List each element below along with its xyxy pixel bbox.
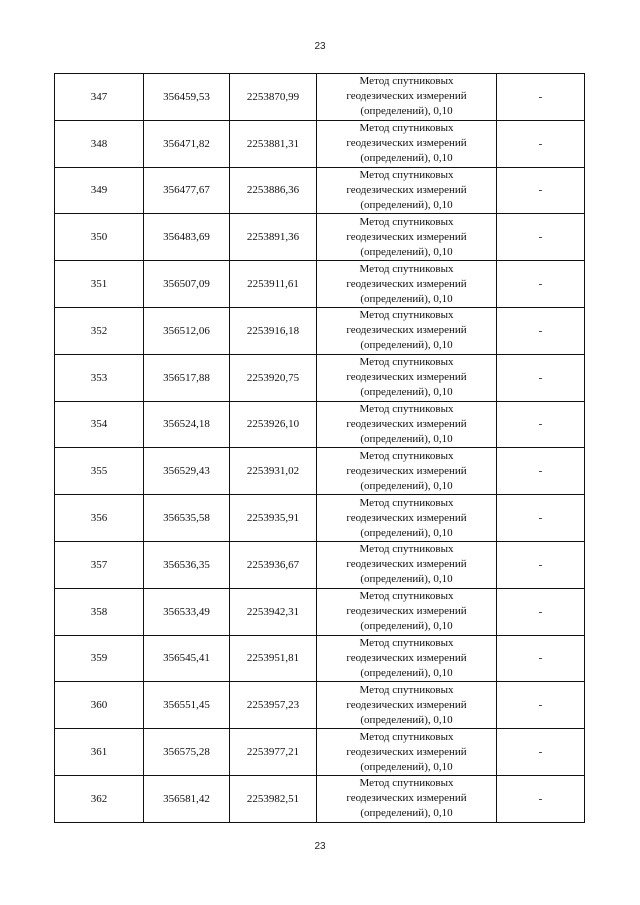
coordinates-table xyxy=(54,73,585,823)
method-line: (определений), 0,10 xyxy=(360,713,453,726)
note-cell: - xyxy=(497,354,585,401)
method-line: (определений), 0,10 xyxy=(360,386,453,399)
x-coordinate-cell: 356483,69 xyxy=(144,214,230,261)
method-line: Метод спутниковых xyxy=(359,262,454,275)
method-line: (определений), 0,10 xyxy=(360,666,453,679)
method-line: (определений), 0,10 xyxy=(360,339,453,352)
page-number-bottom: 23 xyxy=(314,841,326,852)
x-coordinate-cell: 356529,43 xyxy=(144,448,230,495)
y-coordinate-cell: 2253942,31 xyxy=(230,588,317,635)
method-cell xyxy=(317,167,497,214)
point-number-cell: 348 xyxy=(55,120,144,167)
method-cell xyxy=(317,682,497,729)
method-line: геодезических измерений xyxy=(346,137,467,150)
method-line: Метод спутниковых xyxy=(359,590,454,603)
method-line: (определений), 0,10 xyxy=(360,292,453,305)
method-line: геодезических измерений xyxy=(346,698,467,711)
note-cell: - xyxy=(497,401,585,448)
x-coordinate-cell: 356535,58 xyxy=(144,495,230,542)
x-coordinate-cell: 356477,67 xyxy=(144,167,230,214)
method-line: геодезических измерений xyxy=(346,371,467,384)
x-coordinate-cell: 356524,18 xyxy=(144,401,230,448)
table-row xyxy=(55,354,585,401)
table-row xyxy=(55,495,585,542)
method-line: Метод спутниковых xyxy=(359,356,454,369)
method-cell xyxy=(317,588,497,635)
note-cell: - xyxy=(497,729,585,776)
point-number-cell: 359 xyxy=(55,635,144,682)
method-line: (определений), 0,10 xyxy=(360,198,453,211)
table-row xyxy=(55,448,585,495)
method-cell xyxy=(317,261,497,308)
method-cell xyxy=(317,120,497,167)
y-coordinate-cell: 2253920,75 xyxy=(230,354,317,401)
method-line: геодезических измерений xyxy=(346,745,467,758)
x-coordinate-cell: 356575,28 xyxy=(144,729,230,776)
note-cell: - xyxy=(497,775,585,822)
method-line: геодезических измерений xyxy=(346,417,467,430)
method-line: геодезических измерений xyxy=(346,464,467,477)
point-number-cell: 354 xyxy=(55,401,144,448)
method-line: Метод спутниковых xyxy=(359,449,454,462)
note-cell: - xyxy=(497,682,585,729)
method-cell xyxy=(317,214,497,261)
y-coordinate-cell: 2253957,23 xyxy=(230,682,317,729)
note-cell: - xyxy=(497,541,585,588)
point-number-cell: 350 xyxy=(55,214,144,261)
method-line: Метод спутниковых xyxy=(359,777,454,790)
method-line: геодезических измерений xyxy=(346,230,467,243)
method-line: геодезических измерений xyxy=(346,605,467,618)
point-number-cell: 361 xyxy=(55,729,144,776)
point-number-cell: 357 xyxy=(55,541,144,588)
point-number-cell: 347 xyxy=(55,74,144,121)
method-line: геодезических измерений xyxy=(346,277,467,290)
method-cell xyxy=(317,307,497,354)
method-line: Метод спутниковых xyxy=(359,683,454,696)
method-line: (определений), 0,10 xyxy=(360,760,453,773)
y-coordinate-cell: 2253916,18 xyxy=(230,307,317,354)
x-coordinate-cell: 356507,09 xyxy=(144,261,230,308)
table-row xyxy=(55,729,585,776)
method-line: Метод спутниковых xyxy=(359,543,454,556)
note-cell: - xyxy=(497,448,585,495)
method-line: Метод спутниковых xyxy=(359,636,454,649)
method-line: (определений), 0,10 xyxy=(360,573,453,586)
table-row xyxy=(55,682,585,729)
note-cell: - xyxy=(497,214,585,261)
x-coordinate-cell: 356512,06 xyxy=(144,307,230,354)
method-line: (определений), 0,10 xyxy=(360,526,453,539)
y-coordinate-cell: 2253935,91 xyxy=(230,495,317,542)
x-coordinate-cell: 356533,49 xyxy=(144,588,230,635)
point-number-cell: 356 xyxy=(55,495,144,542)
method-line: (определений), 0,10 xyxy=(360,245,453,258)
note-cell: - xyxy=(497,167,585,214)
point-number-cell: 358 xyxy=(55,588,144,635)
note-cell: - xyxy=(497,261,585,308)
table-row xyxy=(55,541,585,588)
y-coordinate-cell: 2253881,31 xyxy=(230,120,317,167)
y-coordinate-cell: 2253886,36 xyxy=(230,167,317,214)
y-coordinate-cell: 2253936,67 xyxy=(230,541,317,588)
method-cell xyxy=(317,354,497,401)
method-line: геодезических измерений xyxy=(346,90,467,103)
x-coordinate-cell: 356517,88 xyxy=(144,354,230,401)
table-row xyxy=(55,635,585,682)
point-number-cell: 362 xyxy=(55,775,144,822)
coordinates-table-body xyxy=(55,74,585,823)
method-line: геодезических измерений xyxy=(346,183,467,196)
point-number-cell: 355 xyxy=(55,448,144,495)
method-line: (определений), 0,10 xyxy=(360,152,453,165)
note-cell: - xyxy=(497,588,585,635)
method-line: геодезических измерений xyxy=(346,792,467,805)
x-coordinate-cell: 356551,45 xyxy=(144,682,230,729)
note-cell: - xyxy=(497,495,585,542)
y-coordinate-cell: 2253977,21 xyxy=(230,729,317,776)
method-cell xyxy=(317,401,497,448)
x-coordinate-cell: 356536,35 xyxy=(144,541,230,588)
method-line: геодезических измерений xyxy=(346,511,467,524)
table-row xyxy=(55,261,585,308)
note-cell: - xyxy=(497,74,585,121)
method-line: (определений), 0,10 xyxy=(360,620,453,633)
y-coordinate-cell: 2253911,61 xyxy=(230,261,317,308)
method-line: Метод спутниковых xyxy=(359,309,454,322)
table-row xyxy=(55,775,585,822)
method-cell xyxy=(317,541,497,588)
method-line: Метод спутниковых xyxy=(359,75,454,88)
method-line: (определений), 0,10 xyxy=(360,432,453,445)
method-line: Метод спутниковых xyxy=(359,215,454,228)
method-cell xyxy=(317,775,497,822)
method-line: геодезических измерений xyxy=(346,324,467,337)
method-line: (определений), 0,10 xyxy=(360,479,453,492)
x-coordinate-cell: 356459,53 xyxy=(144,74,230,121)
table-row xyxy=(55,167,585,214)
method-line: Метод спутниковых xyxy=(359,168,454,181)
y-coordinate-cell: 2253870,99 xyxy=(230,74,317,121)
method-line: Метод спутниковых xyxy=(359,402,454,415)
point-number-cell: 360 xyxy=(55,682,144,729)
method-line: Метод спутниковых xyxy=(359,496,454,509)
method-line: геодезических измерений xyxy=(346,651,467,664)
method-cell xyxy=(317,729,497,776)
note-cell: - xyxy=(497,120,585,167)
point-number-cell: 349 xyxy=(55,167,144,214)
table-row xyxy=(55,588,585,635)
y-coordinate-cell: 2253926,10 xyxy=(230,401,317,448)
x-coordinate-cell: 356471,82 xyxy=(144,120,230,167)
y-coordinate-cell: 2253951,81 xyxy=(230,635,317,682)
y-coordinate-cell: 2253931,02 xyxy=(230,448,317,495)
method-cell xyxy=(317,448,497,495)
method-cell xyxy=(317,635,497,682)
method-cell xyxy=(317,74,497,121)
note-cell: - xyxy=(497,635,585,682)
method-line: геодезических измерений xyxy=(346,558,467,571)
y-coordinate-cell: 2253982,51 xyxy=(230,775,317,822)
point-number-cell: 353 xyxy=(55,354,144,401)
table-row xyxy=(55,401,585,448)
note-cell: - xyxy=(497,307,585,354)
point-number-cell: 351 xyxy=(55,261,144,308)
method-line: (определений), 0,10 xyxy=(360,807,453,820)
y-coordinate-cell: 2253891,36 xyxy=(230,214,317,261)
point-number-cell: 352 xyxy=(55,307,144,354)
method-line: (определений), 0,10 xyxy=(360,105,453,118)
x-coordinate-cell: 356581,42 xyxy=(144,775,230,822)
method-line: Метод спутниковых xyxy=(359,122,454,135)
method-cell xyxy=(317,495,497,542)
page-number-top: 23 xyxy=(314,41,326,52)
table-row xyxy=(55,307,585,354)
method-line: Метод спутниковых xyxy=(359,730,454,743)
table-row xyxy=(55,120,585,167)
table-row xyxy=(55,74,585,121)
x-coordinate-cell: 356545,41 xyxy=(144,635,230,682)
table-row xyxy=(55,214,585,261)
